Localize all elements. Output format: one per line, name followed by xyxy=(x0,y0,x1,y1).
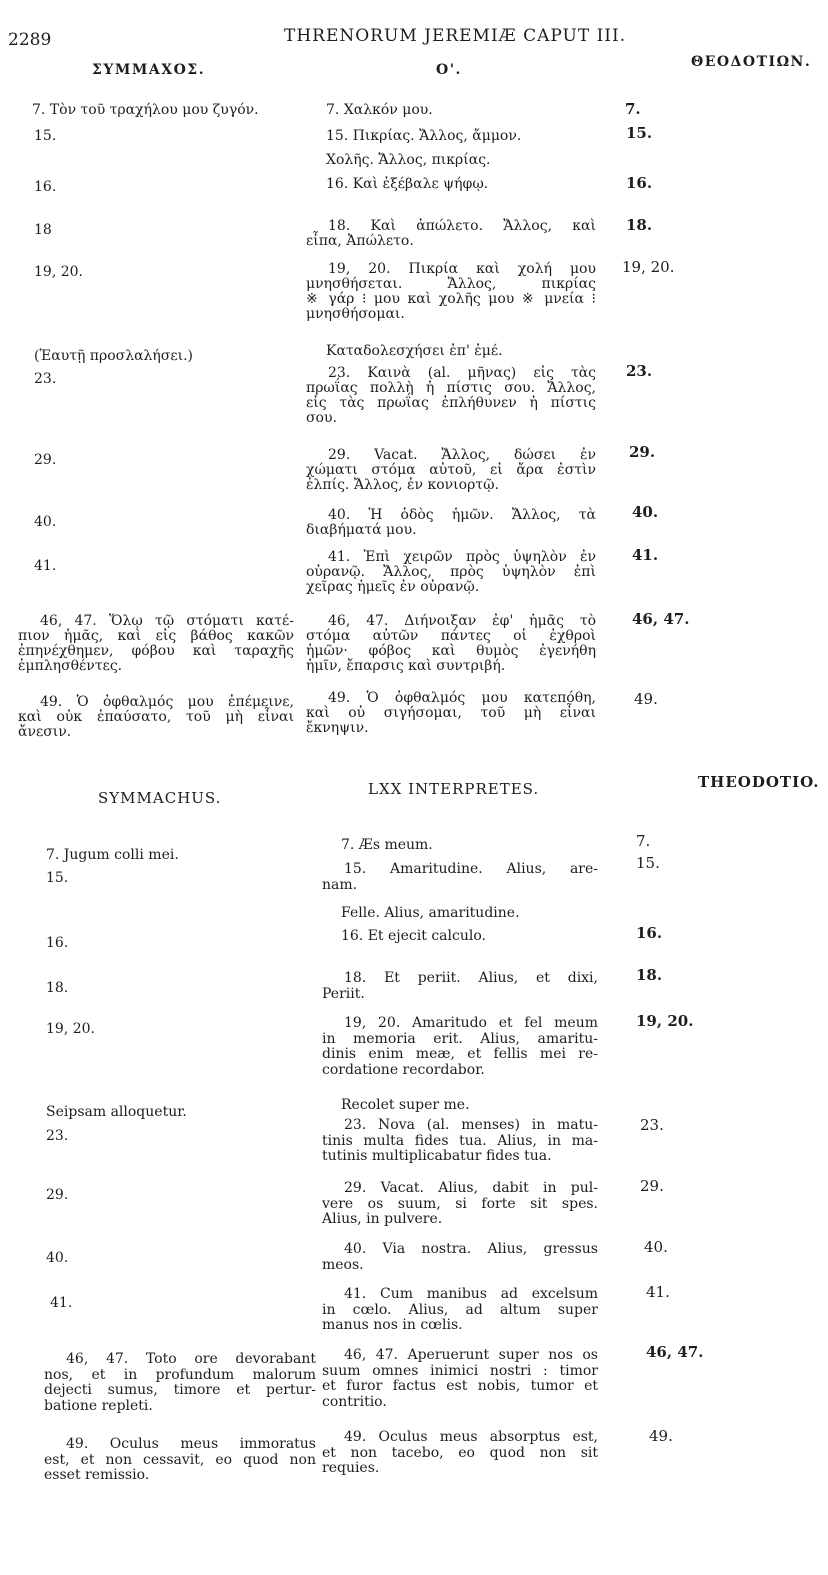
greek-lxx-katadoleschesei: Καταδολεσχήσει ἐπ' ἐμέ. xyxy=(326,343,503,359)
greek-lxx-18: 18. Καὶ ἀπώλετο. Ἄλλος, καὶ εἶπα, Ἀπώλετο. xyxy=(306,218,596,249)
latin-lxx-29: 29. Vacat. Alius, dabit in pul- vere os suum, si forte sit spes. Alius, in pulvere. xyxy=(322,1180,598,1227)
greek-theo-18: 18. xyxy=(626,216,653,234)
greek-lxx-49: 49. Ὁ ὀφθαλμός μου κατεπόθη, καὶ οὐ σιγήσομαι, τοῦ μὴ εἶναι ἔκνηψιν. xyxy=(306,690,596,736)
latin-sym-46-47: 46, 47. Toto ore devorabant nos, et in profundum malorum dejecti sumus, timore et pertur- batione repleti. xyxy=(44,1351,316,1414)
greek-sym-7: 7. Τὸν τοῦ τραχήλου μου ζυγόν. xyxy=(32,102,259,118)
latin-theo-19-20: 19, 20. xyxy=(636,1012,694,1030)
latin-sym-40: 40. xyxy=(46,1250,69,1266)
greek-theo-15: 15. xyxy=(626,124,653,142)
greek-theo-29: 29. xyxy=(629,443,656,461)
greek-lxx-46-47: 46, 47. Διήνοιξαν ἐφ' ἡμᾶς τὸ στόμα αὐτῶν πάντες οἱ ἐχθροὶ ἡμῶν· φόβος καὶ θυμὸς ἐγενήθη ἡμῖν, ἔπαρσις καὶ συντριβή. xyxy=(306,613,596,674)
greek-lxx-40: 40. Ἡ ὁδὸς ἡμῶν. Ἄλλος, τὰ διαβήματά μου. xyxy=(306,507,596,538)
greek-lxx-7: 7. Χαλκόν μου. xyxy=(326,102,433,118)
latin-sym-seipsam: Seipsam alloquetur. xyxy=(46,1104,187,1120)
greek-lxx-23: 23. Καινὰ (al. μῆνας) εἰς τὰς πρωΐας πολλὴ ἡ πίστις σου. Ἄλλος, εἰς τὰς πρωΐας ἐπλήθυνεν ἡ πίστις σου. xyxy=(306,365,596,426)
latin-theo-15: 15. xyxy=(636,854,660,872)
greek-lxx-16: 16. Καὶ ἐξέβαλε ψήφῳ. xyxy=(326,176,489,192)
latin-lxx-felle: Felle. Alius, amaritudine. xyxy=(341,905,520,921)
latin-sym-18: 18. xyxy=(46,980,69,996)
greek-sym-41: 41. xyxy=(34,558,57,574)
latin-theo-16: 16. xyxy=(636,924,663,942)
greek-sym-18: 18 xyxy=(34,222,52,238)
greek-lxx-19-20: 19, 20. Πικρία καὶ χολή μου μνησθήσεται. Ἄλλος, πικρίας ※ γάρ ⁝ μου καὶ χολῆς μου ※ μνεία ⁝ μνησθήσομαι. xyxy=(306,261,596,322)
latin-theo-41: 41. xyxy=(646,1283,670,1301)
greek-lxx-41: 41. Ἐπὶ χειρῶν πρὸς ὑψηλὸν ἐν οὐρανῷ. Ἄλλος, πρὸς ὑψηλὸν ἐπὶ χεῖρας ἡμεῖς ἐν οὐρανῷ. xyxy=(306,549,596,595)
greek-theo-40: 40. xyxy=(632,503,659,521)
latin-sym-41: 41. xyxy=(50,1295,73,1311)
latin-lxx-40: 40. Via nostra. Alius, gressus meos. xyxy=(322,1241,598,1273)
greek-theo-19-20: 19, 20. xyxy=(622,258,675,276)
latin-theo-7: 7. xyxy=(636,832,651,850)
greek-heading-symmachus: ΣΥΜΜΑΧΟΣ. xyxy=(92,62,206,78)
latin-lxx-41: 41. Cum manibus ad excelsum in cœlo. Alius, ad altum super manus nos in cœlis. xyxy=(322,1286,598,1333)
latin-lxx-16: 16. Et ejecit calculo. xyxy=(341,928,486,944)
latin-theo-23: 23. xyxy=(640,1116,664,1134)
latin-lxx-49: 49. Oculus meus absorptus est, et non tacebo, eo quod non sit requies. xyxy=(322,1429,598,1476)
greek-theo-46-47: 46, 47. xyxy=(632,610,690,628)
latin-theo-46-47: 46, 47. xyxy=(646,1343,704,1361)
latin-lxx-18: 18. Et periit. Alius, et dixi, Periit. xyxy=(322,970,598,1002)
greek-sym-49: 49. Ὁ ὀφθαλμός μου ἐπέμεινε, καὶ οὐκ ἐπαύσατο, τοῦ μὴ εἶναι ἄνεσιν. xyxy=(18,694,294,740)
latin-heading-lxx: LXX INTERPRETES. xyxy=(368,780,540,798)
greek-sym-46-47: 46, 47. Ὅλῳ τῷ στόματι κατέ- πιον ἡμᾶς, καὶ εἰς βάθος κακῶν ἐπηνέχθημεν, φόβου καὶ ταραχῆς ἐμπλησθέντες. xyxy=(18,613,294,674)
greek-lxx-15: 15. Πικρίας. Ἄλλος, ἄμμον. xyxy=(326,128,522,144)
latin-heading-symmachus: SYMMACHUS. xyxy=(98,789,222,807)
greek-heading-lxx: Ο'. xyxy=(436,62,462,78)
latin-lxx-15: 15. Amaritudine. Alius, are- nam. xyxy=(322,861,598,893)
latin-sym-15: 15. xyxy=(46,870,69,886)
greek-heading-theodotion: ΘΕΟΔΟΤΙΩΝ. xyxy=(691,54,812,70)
greek-theo-41: 41. xyxy=(632,546,659,564)
latin-heading-theodotion: THEODOTIO. xyxy=(698,773,820,791)
latin-sym-23: 23. xyxy=(46,1128,69,1144)
latin-theo-40: 40. xyxy=(644,1238,668,1256)
running-title: THRENORUM JEREMIÆ CAPUT III. xyxy=(284,26,627,46)
greek-theo-7: 7. xyxy=(625,100,641,118)
latin-theo-18: 18. xyxy=(636,966,663,984)
latin-sym-7: 7. Jugum colli mei. xyxy=(46,847,179,863)
latin-lxx-7: 7. Æs meum. xyxy=(341,837,433,853)
greek-sym-19-20: 19, 20. xyxy=(34,264,83,280)
latin-sym-29: 29. xyxy=(46,1187,69,1203)
latin-sym-16: 16. xyxy=(46,935,69,951)
greek-sym-heaute: (Ἑαυτῇ προσλαλήσει.) xyxy=(34,348,194,364)
greek-sym-16: 16. xyxy=(34,179,57,195)
greek-theo-23: 23. xyxy=(626,362,653,380)
greek-lxx-chole: Χολῆς. Ἄλλος, πικρίας. xyxy=(326,152,491,168)
greek-sym-15: 15. xyxy=(34,128,57,144)
latin-lxx-46-47: 46, 47. Aperuerunt super nos os suum omnes inimici nostri : timor et furor factus est nobis, tumor et contritio. xyxy=(322,1347,598,1410)
greek-lxx-29: 29. Vacat. Ἄλλος, δώσει ἐν χώματι στόμα αὐτοῦ, εἰ ἄρα ἐστὶν ἐλπίς. Ἄλλος, ἐν κονιορτῷ. xyxy=(306,447,596,493)
latin-sym-49: 49. Oculus meus immoratus est, et non cessavit, eo quod non esset remissio. xyxy=(44,1436,316,1483)
greek-sym-40: 40. xyxy=(34,514,57,530)
latin-sym-19-20: 19, 20. xyxy=(46,1021,95,1037)
latin-lxx-19-20: 19, 20. Amaritudo et fel meum in memoria erit. Alius, amaritu- dinis enim meæ, et fellis mei re- cordatione recordabor. xyxy=(322,1015,598,1078)
latin-theo-29: 29. xyxy=(640,1177,664,1195)
page-number: 2289 xyxy=(8,30,52,50)
latin-theo-49: 49. xyxy=(649,1427,673,1445)
greek-sym-23: 23. xyxy=(34,371,57,387)
latin-lxx-23: 23. Nova (al. menses) in matu- tinis multa fides tua. Alius, in ma- tutinis multiplicabatur fides tua. xyxy=(322,1117,598,1164)
greek-sym-29: 29. xyxy=(34,452,57,468)
latin-lxx-recolet: Recolet super me. xyxy=(341,1097,470,1113)
greek-theo-16: 16. xyxy=(626,174,653,192)
greek-theo-49: 49. xyxy=(634,690,658,708)
